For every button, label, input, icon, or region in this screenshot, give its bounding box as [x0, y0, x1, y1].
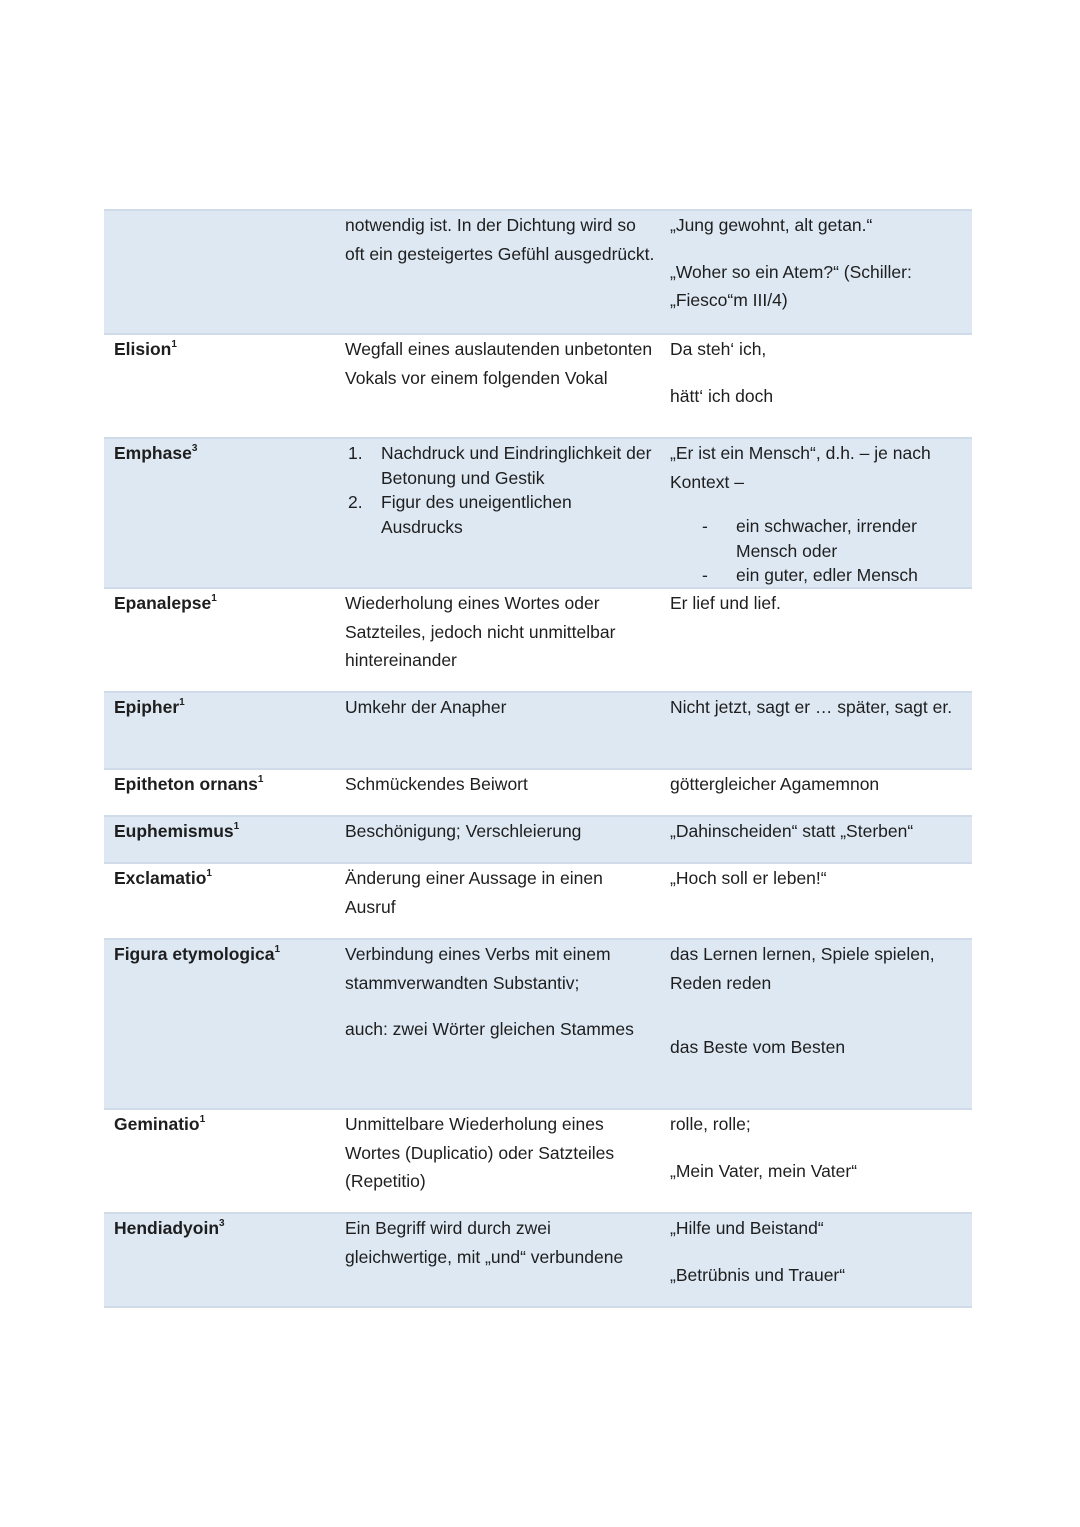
example-text: „Jung gewohnt, alt getan.“ [670, 215, 873, 235]
term-footnote: 1 [199, 1114, 206, 1126]
term-footnote: 1 [233, 821, 240, 833]
example-cell [670, 1110, 966, 1185]
example-list [670, 514, 966, 588]
definition-text: Umkehr der Anapher [345, 697, 507, 717]
example-text: göttergleicher Agamemnon [670, 774, 880, 794]
term-footnote: 1 [171, 339, 177, 351]
table-row [104, 437, 972, 587]
definition-text: Unmittelbare Wiederholung eines Wortes (Duplicatio) oder Satzteiles (Repetitio) [345, 1114, 615, 1191]
example-text: „Er ist ein Mensch“, d.h. – je nach Kontext – [670, 443, 931, 492]
example-cell [670, 817, 966, 846]
term-name: Elision [114, 339, 172, 359]
term-footnote: 1 [274, 944, 281, 956]
term-name: Epitheton ornans [114, 774, 258, 794]
table-row [104, 209, 972, 333]
list-item: 2. Figur des uneigentlichen Ausdrucks [348, 492, 572, 537]
term-cell [114, 864, 334, 893]
term-name: Epipher [114, 697, 180, 717]
term-footnote: 1 [206, 868, 212, 880]
definition-cell [345, 864, 657, 921]
example-cell [670, 693, 966, 722]
term-cell [114, 817, 334, 846]
definition-list [345, 441, 657, 539]
definition-cell [345, 441, 657, 539]
example-text: „Dahinscheiden“ statt „Sterben“ [670, 821, 914, 841]
example-cell [670, 439, 966, 588]
example-cell [670, 770, 966, 799]
term-name: Euphemismus [114, 821, 234, 841]
example-cell [670, 211, 966, 315]
example-text: Nicht jetzt, sagt er … später, sagt er. [670, 697, 953, 717]
term-cell [114, 1110, 334, 1139]
definition-cell [345, 1110, 657, 1196]
example-cell [670, 335, 966, 410]
term-footnote: 1 [179, 697, 185, 709]
example-text: „Hilfe und Beistand“ [670, 1218, 824, 1238]
term-cell [114, 589, 334, 618]
example-text: Da steh‘ ich, [670, 339, 767, 359]
rhetorical-figures-table [104, 209, 972, 1308]
term-footnote: 3 [219, 1218, 225, 1230]
table-row [104, 1212, 972, 1308]
list-item: - ein guter, edler Mensch [702, 565, 918, 585]
list-item: 1. Nachdruck und Eindringlichkeit der Betonung und Gestik [348, 443, 652, 488]
definition-text: notwendig ist. In der Dichtung wird so oft ein gesteigertes Gefühl ausgedrückt. [345, 215, 655, 264]
example-cell [670, 589, 966, 618]
example-text: Er lief und lief. [670, 593, 781, 613]
definition-text: Wiederholung eines Wortes oder Satzteiles, jedoch nicht unmittelbar hintereinander [345, 593, 616, 670]
term-name: Figura etymologica [114, 944, 275, 964]
definition-cell [345, 335, 657, 392]
example-text: rolle, rolle; [670, 1114, 751, 1134]
term-name: Geminatio [114, 1114, 200, 1134]
term-name: Hendiadyoin [114, 1218, 220, 1238]
definition-cell [345, 817, 657, 846]
example-text: das Lernen lernen, Spiele spielen, Reden reden [670, 944, 935, 993]
term-footnote: 3 [191, 443, 198, 455]
list-number: 2. [348, 492, 363, 512]
table-row [104, 1108, 972, 1212]
term-cell [114, 439, 334, 468]
definition-cell [345, 693, 657, 722]
definition-cell [345, 770, 657, 799]
list-item: - ein schwacher, irrender Mensch oder [702, 516, 917, 561]
table-row [104, 862, 972, 938]
example-text: „Hoch soll er leben!“ [670, 868, 827, 888]
table-row [104, 333, 972, 437]
term-cell [114, 1214, 334, 1243]
term-footnote: 1 [257, 774, 264, 786]
table-row [104, 938, 972, 1108]
definition-cell [345, 589, 657, 675]
definition-text: Schmückendes Beiwort [345, 774, 528, 794]
term-name: Exclamatio [114, 868, 207, 888]
definition-cell [345, 211, 657, 268]
term-footnote: 1 [211, 593, 217, 605]
term-cell [114, 335, 334, 364]
definition-cell [345, 1214, 657, 1271]
table-row [104, 768, 972, 815]
example-cell [670, 864, 966, 893]
table-row [104, 587, 972, 691]
example-cell [670, 940, 966, 1062]
definition-text: Wegfall eines auslautenden unbetonten Vokals vor einem folgenden Vokal [345, 339, 653, 388]
example-text: „Mein Vater, mein Vater“ [670, 1160, 858, 1181]
term-cell [114, 693, 334, 722]
definition-text: Ein Begriff wird durch zwei gleichwertige, mit „und“ verbundene [345, 1218, 624, 1267]
example-text: „Woher so ein Atem?“ (Schiller: „Fiesco“m III/4) [670, 261, 912, 310]
term-name: Epanalepse [114, 593, 212, 613]
list-number: 1. [348, 443, 363, 463]
definition-text: Beschönigung; Verschleierung [345, 821, 582, 841]
definition-cell [345, 940, 657, 1044]
example-cell [670, 1214, 966, 1289]
table-row [104, 691, 972, 768]
definition-text: Änderung einer Aussage in einen Ausruf [345, 868, 603, 917]
example-text: „Betrübnis und Trauer“ [670, 1264, 846, 1285]
term-cell [114, 770, 334, 799]
table-row [104, 815, 972, 862]
term-name: Emphase [114, 443, 192, 463]
term-cell [114, 940, 334, 969]
definition-text: Verbindung eines Verbs mit einem stammverwandten Substantiv; [345, 944, 611, 993]
example-text: hätt‘ ich doch [670, 385, 774, 406]
example-text: das Beste vom Besten [670, 1037, 846, 1057]
definition-text: auch: zwei Wörter gleichen Stammes [345, 1019, 634, 1039]
